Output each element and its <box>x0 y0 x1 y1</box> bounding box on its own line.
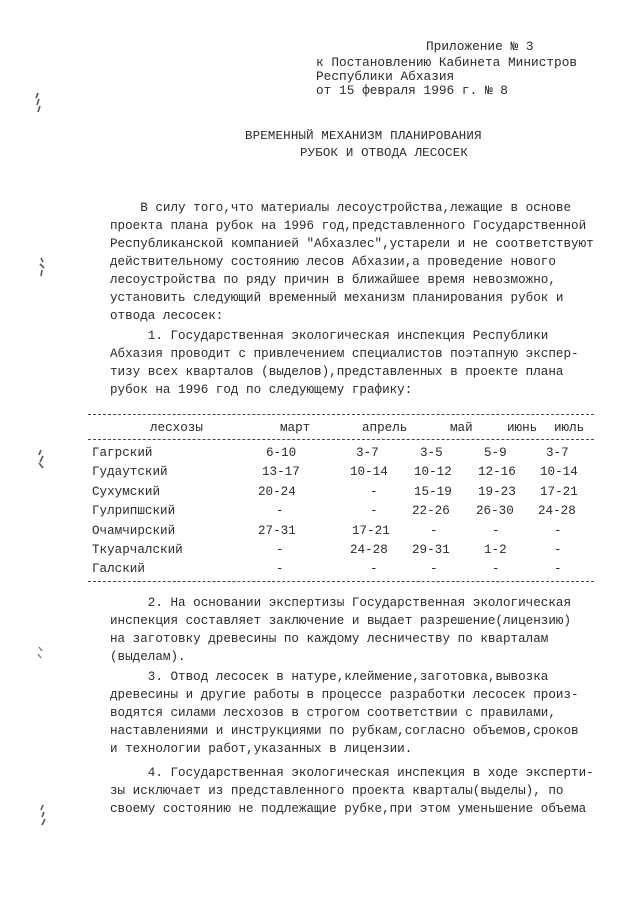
table-cell: - <box>492 562 500 576</box>
table-rule-bottom <box>88 581 594 582</box>
column-header: апрель <box>362 421 408 435</box>
column-header: май <box>450 421 473 435</box>
table-cell-name: Сухумский <box>92 485 161 499</box>
table-cell: - <box>370 562 378 576</box>
binding-mark-icon <box>35 448 47 470</box>
table-cell: - <box>276 543 284 557</box>
appendix-date-line: от 15 февраля 1996 г. № 8 <box>316 83 508 98</box>
binding-mark-icon <box>37 804 49 826</box>
table-cell: 26-30 <box>476 504 514 518</box>
table-cell-name: Гагрский <box>92 446 153 460</box>
text-line: наставлениями и инструкциями по рубкам,согласно объемов,сроков <box>110 724 579 738</box>
text-line: инспекция составляет заключение и выдает разрешение(лицензию) <box>110 614 572 628</box>
table-cell: - <box>554 543 562 557</box>
table-cell: 20-24 <box>258 485 296 499</box>
table-cell: - <box>554 524 562 538</box>
table-cell-name: Очамчирский <box>92 524 176 538</box>
text-line: зы исключает из представленного проекта кварталы(выделы), по <box>110 784 564 798</box>
table-cell-name: Галский <box>92 562 145 576</box>
table-cell: - <box>430 524 438 538</box>
table-cell: 3-7 <box>546 446 569 460</box>
text-line: рубок на 1996 год по следующему графику: <box>110 383 413 397</box>
table-cell: - <box>492 524 500 538</box>
table-cell: 10-14 <box>350 465 388 479</box>
table-rule-top <box>88 414 594 415</box>
table-cell: - <box>430 562 438 576</box>
appendix-ref-line: к Постановлению Кабинета Министров <box>316 55 578 70</box>
text-line: на заготовку древесины по каждому лесничеству по кварталам <box>110 632 549 646</box>
table-cell: 17-21 <box>540 485 578 499</box>
text-line: своему состоянию не подлежащие рубке,при этом уменьшение объема <box>110 802 587 816</box>
table-cell: 27-31 <box>258 524 296 538</box>
table-cell: - <box>370 485 378 499</box>
table-cell: 12-16 <box>478 465 516 479</box>
text-line: 3. Отвод лесосек в натуре,клеймение,заготовка,вывозка <box>110 670 549 684</box>
text-line: древесины и другие работы в процессе разработки лесосек произ- <box>110 688 579 702</box>
appendix-ref-line: Республики Абхазия <box>316 69 455 84</box>
column-header: июнь <box>507 421 538 435</box>
table-cell: - <box>370 504 378 518</box>
table-cell: 15-19 <box>414 485 452 499</box>
table-cell: 3-7 <box>356 446 379 460</box>
text-line: и технологии работ,указанных в лицензии. <box>110 742 413 756</box>
table-cell: 10-14 <box>540 465 578 479</box>
binding-mark-icon <box>34 644 46 666</box>
table-cell: 17-21 <box>352 524 390 538</box>
table-cell: 10-12 <box>414 465 452 479</box>
binding-mark-icon <box>36 256 48 278</box>
text-line: 4. Государственная экологическая инспекция в ходе эксперти- <box>110 766 594 780</box>
text-line: лесоустройства по ряду причин в ближайшее время невозможно, <box>110 273 556 287</box>
column-header: лесхозы <box>150 421 203 435</box>
text-line: Республиканской компанией "Абхазлес",устарели и не соответствуют <box>110 237 594 251</box>
table-cell: - <box>276 504 284 518</box>
text-line: 2. На основании экспертизы Государственная экологическая <box>110 596 572 610</box>
text-line: установить следующий временный механизм планирования рубок и <box>110 291 564 305</box>
binding-mark-icon <box>32 92 44 114</box>
table-rule-header <box>88 439 594 440</box>
document-title: РУБОК И ОТВОДА ЛЕСОСЕК <box>300 146 468 160</box>
table-cell: 19-23 <box>478 485 516 499</box>
text-line: (выделам). <box>110 650 186 664</box>
text-line: отвода лесосек: <box>110 309 224 323</box>
text-line: проекта плана рубок на 1996 год,представленного Государственной <box>110 219 587 233</box>
table-cell: 1-2 <box>484 543 507 557</box>
table-cell: 24-28 <box>350 543 388 557</box>
text-line: действительному состоянию лесов Абхазии,а проведение нового <box>110 255 556 269</box>
text-line: тизу всех кварталов (выделов),представленных в проекте плана <box>110 365 564 379</box>
table-cell: - <box>554 562 562 576</box>
text-line: Абхазия проводит с привлечением специалистов поэтапную экспер- <box>110 347 579 361</box>
table-cell: 22-26 <box>412 504 450 518</box>
table-cell-name: Гулрипшский <box>92 504 176 518</box>
table-cell: 29-31 <box>412 543 450 557</box>
table-cell-name: Гудаутский <box>92 465 168 479</box>
table-cell: 6-10 <box>266 446 297 460</box>
text-line: водятся силами лесхозов в строгом соответствии с правилами, <box>110 706 556 720</box>
document-title: ВРЕМЕННЫЙ МЕХАНИЗМ ПЛАНИРОВАНИЯ <box>245 129 482 143</box>
table-cell: - <box>276 562 284 576</box>
text-line: 1. Государственная экологическая инспекция Республики <box>110 329 549 343</box>
appendix-label: Приложение № 3 <box>426 39 534 54</box>
table-cell: 5-9 <box>484 446 507 460</box>
column-header: март <box>280 421 311 435</box>
text-line: В силу того,что материалы лесоустройства,лежащие в основе <box>110 201 572 215</box>
table-cell: 24-28 <box>538 504 576 518</box>
table-cell: 13-17 <box>262 465 300 479</box>
table-cell-name: Ткуарчалский <box>92 543 183 557</box>
column-header: июль <box>554 421 585 435</box>
table-cell: 3-5 <box>420 446 443 460</box>
